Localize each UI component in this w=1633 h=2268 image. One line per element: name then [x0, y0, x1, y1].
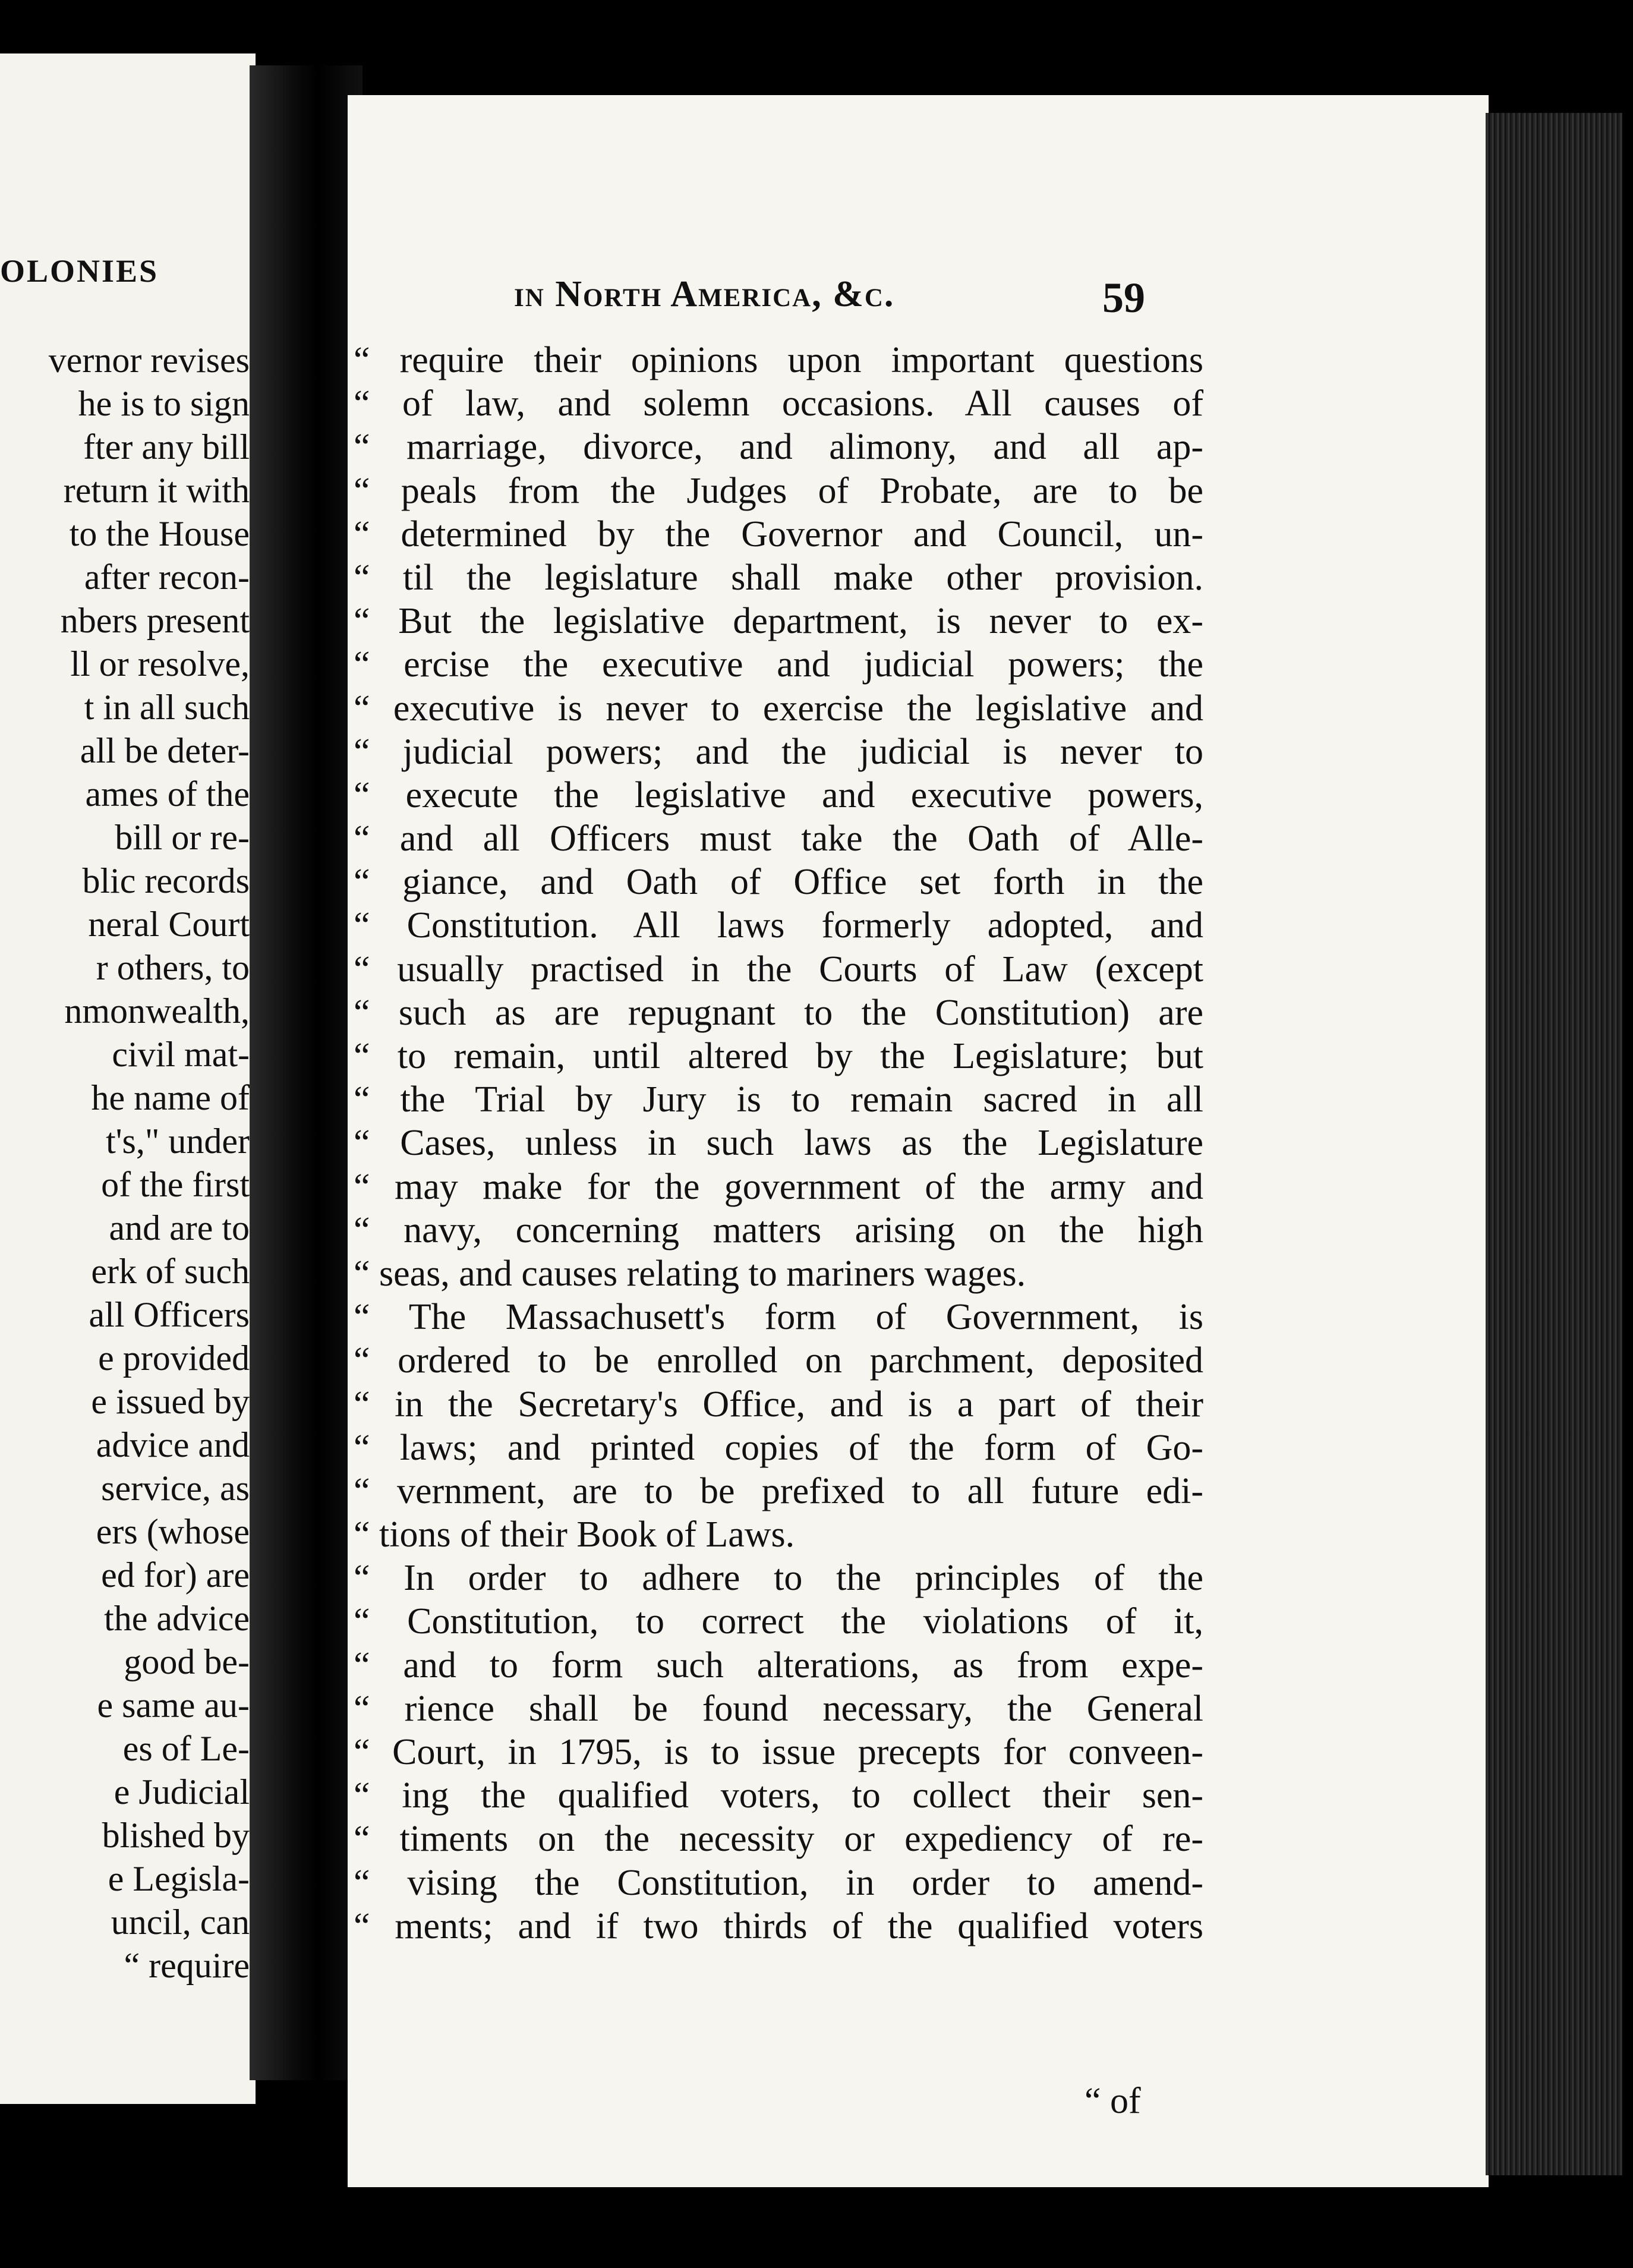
left-text-line: good be- — [124, 1642, 250, 1681]
left-text-line: neral Court — [88, 905, 250, 944]
left-text-line: to the House — [69, 514, 250, 553]
left-text-line: return it with — [63, 471, 250, 510]
page-number: 59 — [1102, 274, 1145, 322]
left-text-line: uncil, can — [111, 1902, 250, 1942]
left-text-line: advice and — [96, 1425, 250, 1464]
text-line: “ the Trial by Jury is to remain sacred in all — [354, 1079, 1203, 1120]
text-line: “ timents on the necessity or expediency of re- — [354, 1819, 1203, 1860]
text-line: “ execute the legislative and executive powers, — [354, 774, 1203, 815]
text-line: “ rience shall be found necessary, the General — [354, 1688, 1203, 1729]
left-text-line: civil mat- — [112, 1035, 250, 1074]
text-line: “ marriage, divorce, and alimony, and all ap- — [354, 427, 1203, 468]
left-text-line: he name of — [91, 1078, 250, 1117]
left-text-line: t's," under — [106, 1122, 250, 1161]
text-line: “ judicial powers; and the judicial is never to — [354, 731, 1203, 772]
book-gutter — [250, 65, 362, 2080]
running-head — [514, 273, 894, 316]
left-text-line: e same au- — [97, 1686, 250, 1725]
left-text-line: e Legisla- — [108, 1859, 250, 1898]
text-line: “ laws; and printed copies of the form of Go- — [354, 1427, 1203, 1468]
text-line: “ Constitution. All laws formerly adopted, and — [354, 905, 1203, 946]
catchword: “ of — [1085, 2081, 1141, 2121]
text-line: “ ments; and if two thirds of the qualified voters — [354, 1905, 1203, 1946]
left-text-line: e Judicial — [114, 1772, 250, 1812]
left-text-line: all Officers — [89, 1295, 250, 1334]
text-line: “ usually practised in the Courts of Law (except — [354, 949, 1203, 990]
text-line: “ til the legislature shall make other provision. — [354, 557, 1203, 598]
text-line: “ to remain, until altered by the Legislature; but — [354, 1036, 1203, 1076]
left-page-text — [0, 339, 250, 1987]
text-line: “ seas, and causes relating to mariners wages. — [354, 1253, 1026, 1294]
left-text-line: ed for) are — [101, 1555, 250, 1595]
left-text-line: e provided — [98, 1338, 250, 1378]
running-head-text: in North America, &c. — [514, 274, 895, 314]
left-text-line: and are to — [109, 1208, 250, 1248]
left-text-line: bill or re- — [115, 818, 250, 857]
left-text-line: vernor revises — [48, 341, 250, 380]
page-body-text — [354, 339, 1203, 1948]
text-line: “ ing the qualified voters, to collect their sen- — [354, 1775, 1203, 1816]
text-line: “ But the legislative department, is never to ex- — [354, 601, 1203, 642]
left-text-line: r others, to — [96, 948, 250, 987]
text-line: “ may make for the government of the army and — [354, 1166, 1203, 1207]
right-page — [348, 95, 1489, 2187]
text-line: “ vernment, are to be prefixed to all future edi- — [354, 1470, 1203, 1511]
left-text-line: fter any bill — [83, 427, 250, 467]
left-text-line: of the first — [101, 1165, 250, 1204]
text-line: “ such as are repugnant to the Constitution) are — [354, 992, 1203, 1033]
left-text-line: ers (whose — [96, 1512, 250, 1551]
left-text-line: the advice — [104, 1599, 250, 1638]
left-text-line: t in all such — [84, 688, 250, 727]
text-line: “ and all Officers must take the Oath of Alle- — [354, 818, 1203, 859]
page-edges — [1486, 113, 1622, 2175]
text-line: “ determined by the Governor and Council, un- — [354, 514, 1203, 555]
left-text-line: service, as — [101, 1469, 250, 1508]
left-text-line: erk of such — [91, 1252, 250, 1291]
text-line: “ In order to adhere to the principles of the — [354, 1558, 1203, 1599]
left-text-line: all be deter- — [80, 731, 250, 770]
text-line: “ tions of their Book of Laws. — [354, 1514, 795, 1555]
text-line: “ navy, concerning matters arising on the high — [354, 1209, 1203, 1250]
text-line: “ ordered to be enrolled on parchment, deposited — [354, 1340, 1203, 1381]
text-line: “ peals from the Judges of Probate, are to be — [354, 470, 1203, 511]
text-line: “ of law, and solemn occasions. All causes of — [354, 383, 1203, 424]
left-text-line: “ require — [124, 1946, 250, 1985]
left-text-line: e issued by — [91, 1382, 250, 1421]
text-line: “ Cases, unless in such laws as the Legislature — [354, 1123, 1203, 1164]
text-line: “ in the Secretary's Office, and is a part of their — [354, 1384, 1203, 1425]
text-line: “ executive is never to exercise the legislative and — [354, 688, 1203, 729]
left-text-line: he is to sign — [78, 384, 250, 423]
left-text-line: ames of the — [85, 774, 250, 814]
left-text-line: blished by — [102, 1816, 250, 1855]
left-text-line: nmonwealth, — [64, 991, 250, 1031]
text-line: “ ercise the executive and judicial powers; the — [354, 644, 1203, 685]
text-line: “ require their opinions upon important questions — [354, 340, 1203, 380]
left-text-line: blic records — [82, 861, 250, 900]
text-line: “ The Massachusett's form of Government, is — [354, 1297, 1203, 1338]
left-text-line: ll or resolve, — [70, 644, 250, 683]
left-text-line: after recon- — [84, 557, 250, 597]
text-line: “ and to form such alterations, as from expe- — [354, 1645, 1203, 1686]
text-line: “ Constitution, to correct the violations of it, — [354, 1601, 1203, 1642]
text-line: “ giance, and Oath of Office set forth in the — [354, 862, 1203, 903]
left-running-head: OLONIES — [0, 253, 159, 289]
left-page — [0, 53, 256, 2104]
text-line: “ vising the Constitution, in order to amend- — [354, 1862, 1203, 1903]
left-text-line: nbers present — [60, 601, 250, 640]
left-text-line: es of Le- — [122, 1729, 250, 1768]
text-line: “ Court, in 1795, is to issue precepts for conveen- — [354, 1732, 1203, 1772]
